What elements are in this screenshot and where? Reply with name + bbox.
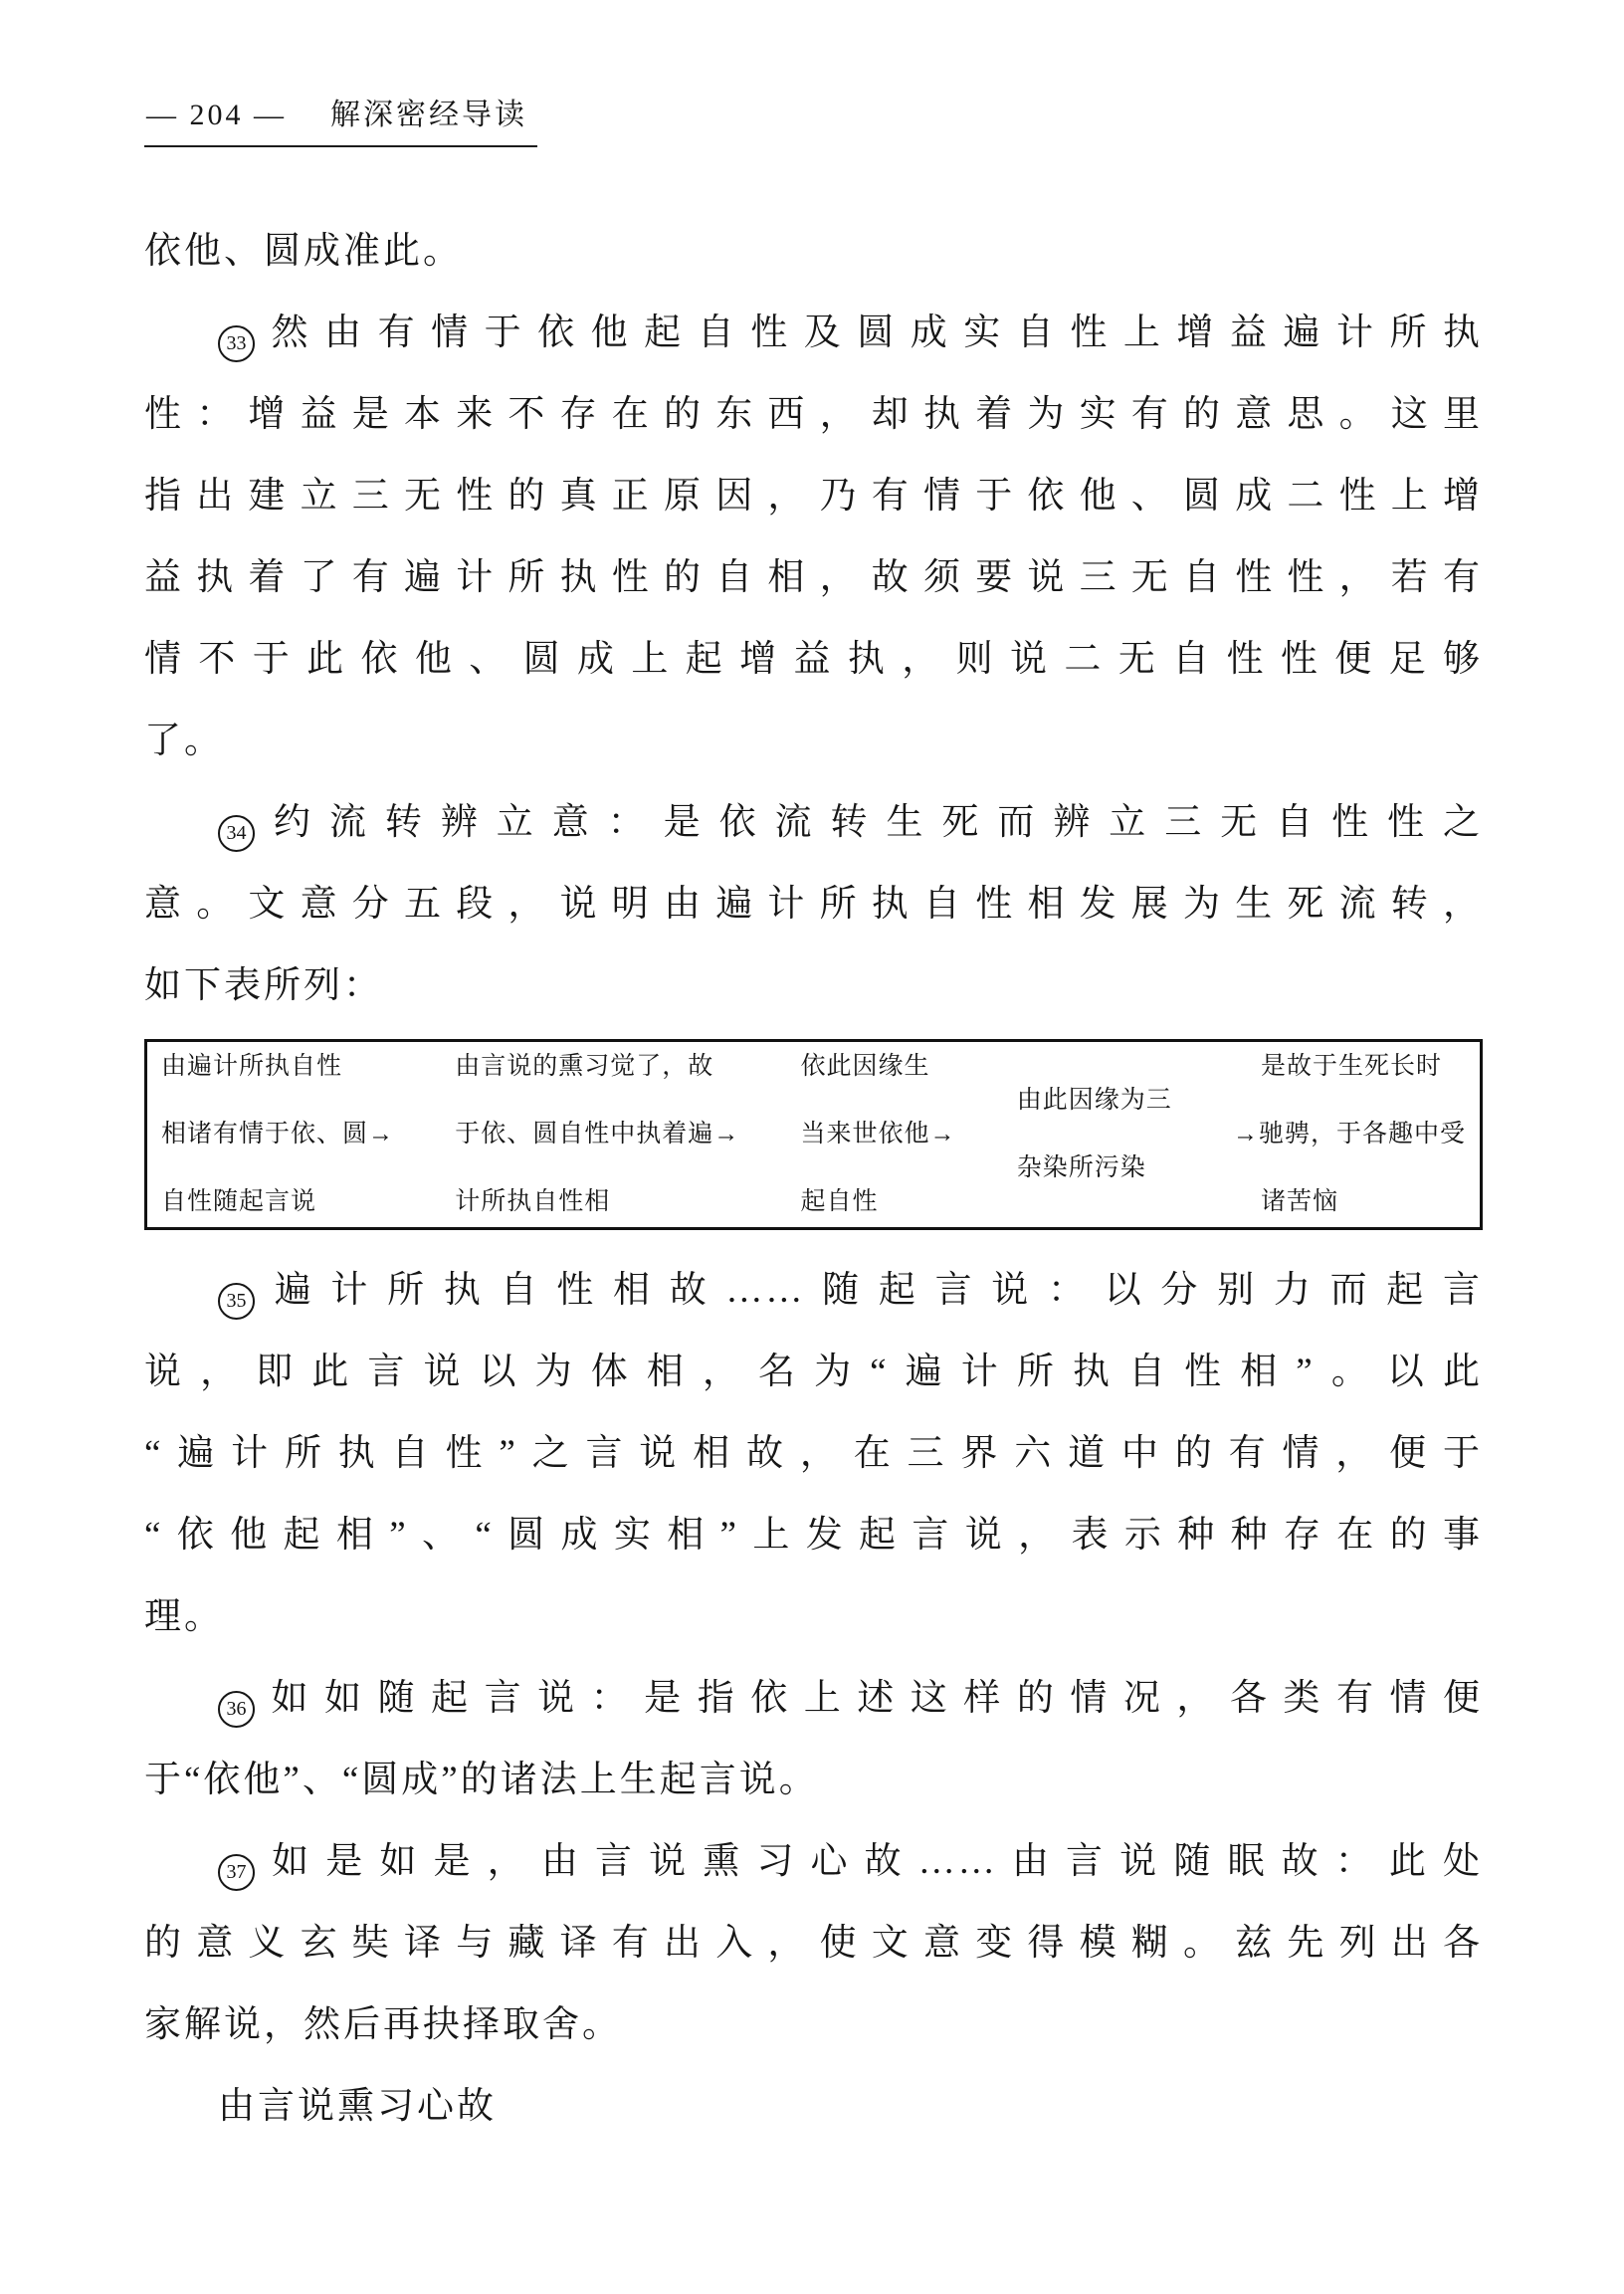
line-text: 然由有情于依他起自性及圆成实自性上增益遍计所执 [258, 313, 1483, 353]
text-line [144, 2066, 1483, 2148]
flow-line: 起自性 [800, 1188, 879, 1215]
line-text: 的意义玄奘译与藏译有出入，使文意变得模糊。兹先列出各 [144, 1923, 1483, 1964]
text-line [144, 945, 1483, 1027]
text-line [144, 1821, 1483, 1903]
flow-column [161, 1052, 394, 1217]
line-text: 了。 [144, 721, 224, 761]
flow-line: 诸苦恼 [1260, 1188, 1338, 1215]
flow-line: 计所执自性相 [455, 1188, 611, 1215]
body-text-upper [144, 211, 1483, 1027]
text-line [144, 293, 1483, 374]
circled-number: 34 [218, 815, 255, 852]
text-line [144, 1740, 1483, 1821]
line-text: 遍计所执自性相故……随起言说：以分别力而起言 [258, 1270, 1483, 1311]
text-line [144, 1495, 1483, 1576]
line-text: 约流转辨立意：是依流转生死而辨立三无自性性之 [258, 802, 1483, 843]
text-line [144, 456, 1483, 537]
line-text: 如下表所列： [144, 965, 383, 1006]
page-header [144, 90, 537, 147]
text-line [144, 782, 1483, 864]
flow-column [800, 1052, 955, 1217]
line-text: 情不于此依他、圆成上起增益执，则说二无自性性便足够 [144, 639, 1483, 680]
text-line [144, 619, 1483, 701]
flow-line: 是故于生死长时 [1260, 1053, 1442, 1080]
text-line [144, 1903, 1483, 1984]
flow-line: 由此因缘为三 [1016, 1087, 1172, 1114]
line-text: 由言说熏习心故 [218, 2086, 497, 2127]
text-line [144, 1658, 1483, 1740]
circled-number: 36 [218, 1691, 255, 1728]
line-text: 家解说，然后再抉择取舍。 [144, 2004, 622, 2045]
line-text: 性：增益是本来不存在的东西，却执着为实有的意思。这里 [144, 394, 1483, 435]
circled-number: 33 [218, 325, 255, 362]
line-text: 如如随起言说：是指依上述这样的情况，各类有情便 [258, 1678, 1483, 1719]
flow-line: 依此因缘生 [800, 1053, 930, 1080]
flow-line: 自性随起言说 [161, 1188, 317, 1215]
text-line [144, 701, 1483, 782]
line-text: 意。文意分五段，说明由遍计所执自性相发展为生死流转， [144, 884, 1483, 925]
flow-line: 相诸有情于依、圆→ [161, 1121, 395, 1147]
text-line [144, 1250, 1483, 1332]
flow-column [1017, 1052, 1172, 1217]
book-title: 解深密经导读 [330, 99, 527, 131]
circled-number: 35 [218, 1283, 255, 1320]
flow-line: 杂染所污染 [1016, 1154, 1146, 1181]
line-text: 说，即此言说以为体相，名为“遍计所执自性相”。以此 [144, 1352, 1483, 1392]
text-line [144, 374, 1483, 456]
text-line [144, 537, 1483, 619]
line-text: 理。 [144, 1596, 224, 1637]
line-text: 益执着了有遍计所执性的自相，故须要说三无自性性，若有 [144, 557, 1483, 598]
flow-column [455, 1052, 739, 1217]
flow-table [144, 1039, 1483, 1230]
flow-column [1233, 1052, 1466, 1217]
text-line [144, 1413, 1483, 1495]
text-line [144, 864, 1483, 945]
flow-line: 于依、圆自性中执着遍→ [455, 1121, 740, 1147]
body-text-lower [144, 1250, 1483, 2148]
flow-line: 由遍计所执自性 [161, 1053, 343, 1080]
line-text: 依他、圆成准此。 [144, 231, 463, 272]
text-line [144, 1332, 1483, 1413]
text-line [144, 1576, 1483, 1658]
line-text: 如是如是，由言说熏习心故……由言说随眠故：此处 [258, 1841, 1483, 1882]
line-text: 于“依他”、“圆成”的诸法上生起言说。 [144, 1760, 819, 1800]
line-text: “依他起相”、“圆成实相”上发起言说，表示种种存在的事 [144, 1515, 1483, 1556]
flow-line: 当来世依他→ [800, 1121, 956, 1147]
line-text: “遍计所执自性”之言说相故，在三界六道中的有情，便于 [144, 1433, 1483, 1474]
line-text: 指出建立三无性的真正原因，乃有情于依他、圆成二性上增 [144, 476, 1483, 517]
text-line [144, 1984, 1483, 2066]
page-number: — 204 — [146, 99, 287, 131]
text-line [144, 211, 1483, 293]
flow-line: →驰骋，于各趣中受 [1232, 1121, 1466, 1147]
flow-line: 由言说的熏习觉了，故 [455, 1053, 714, 1080]
circled-number: 37 [218, 1854, 255, 1891]
